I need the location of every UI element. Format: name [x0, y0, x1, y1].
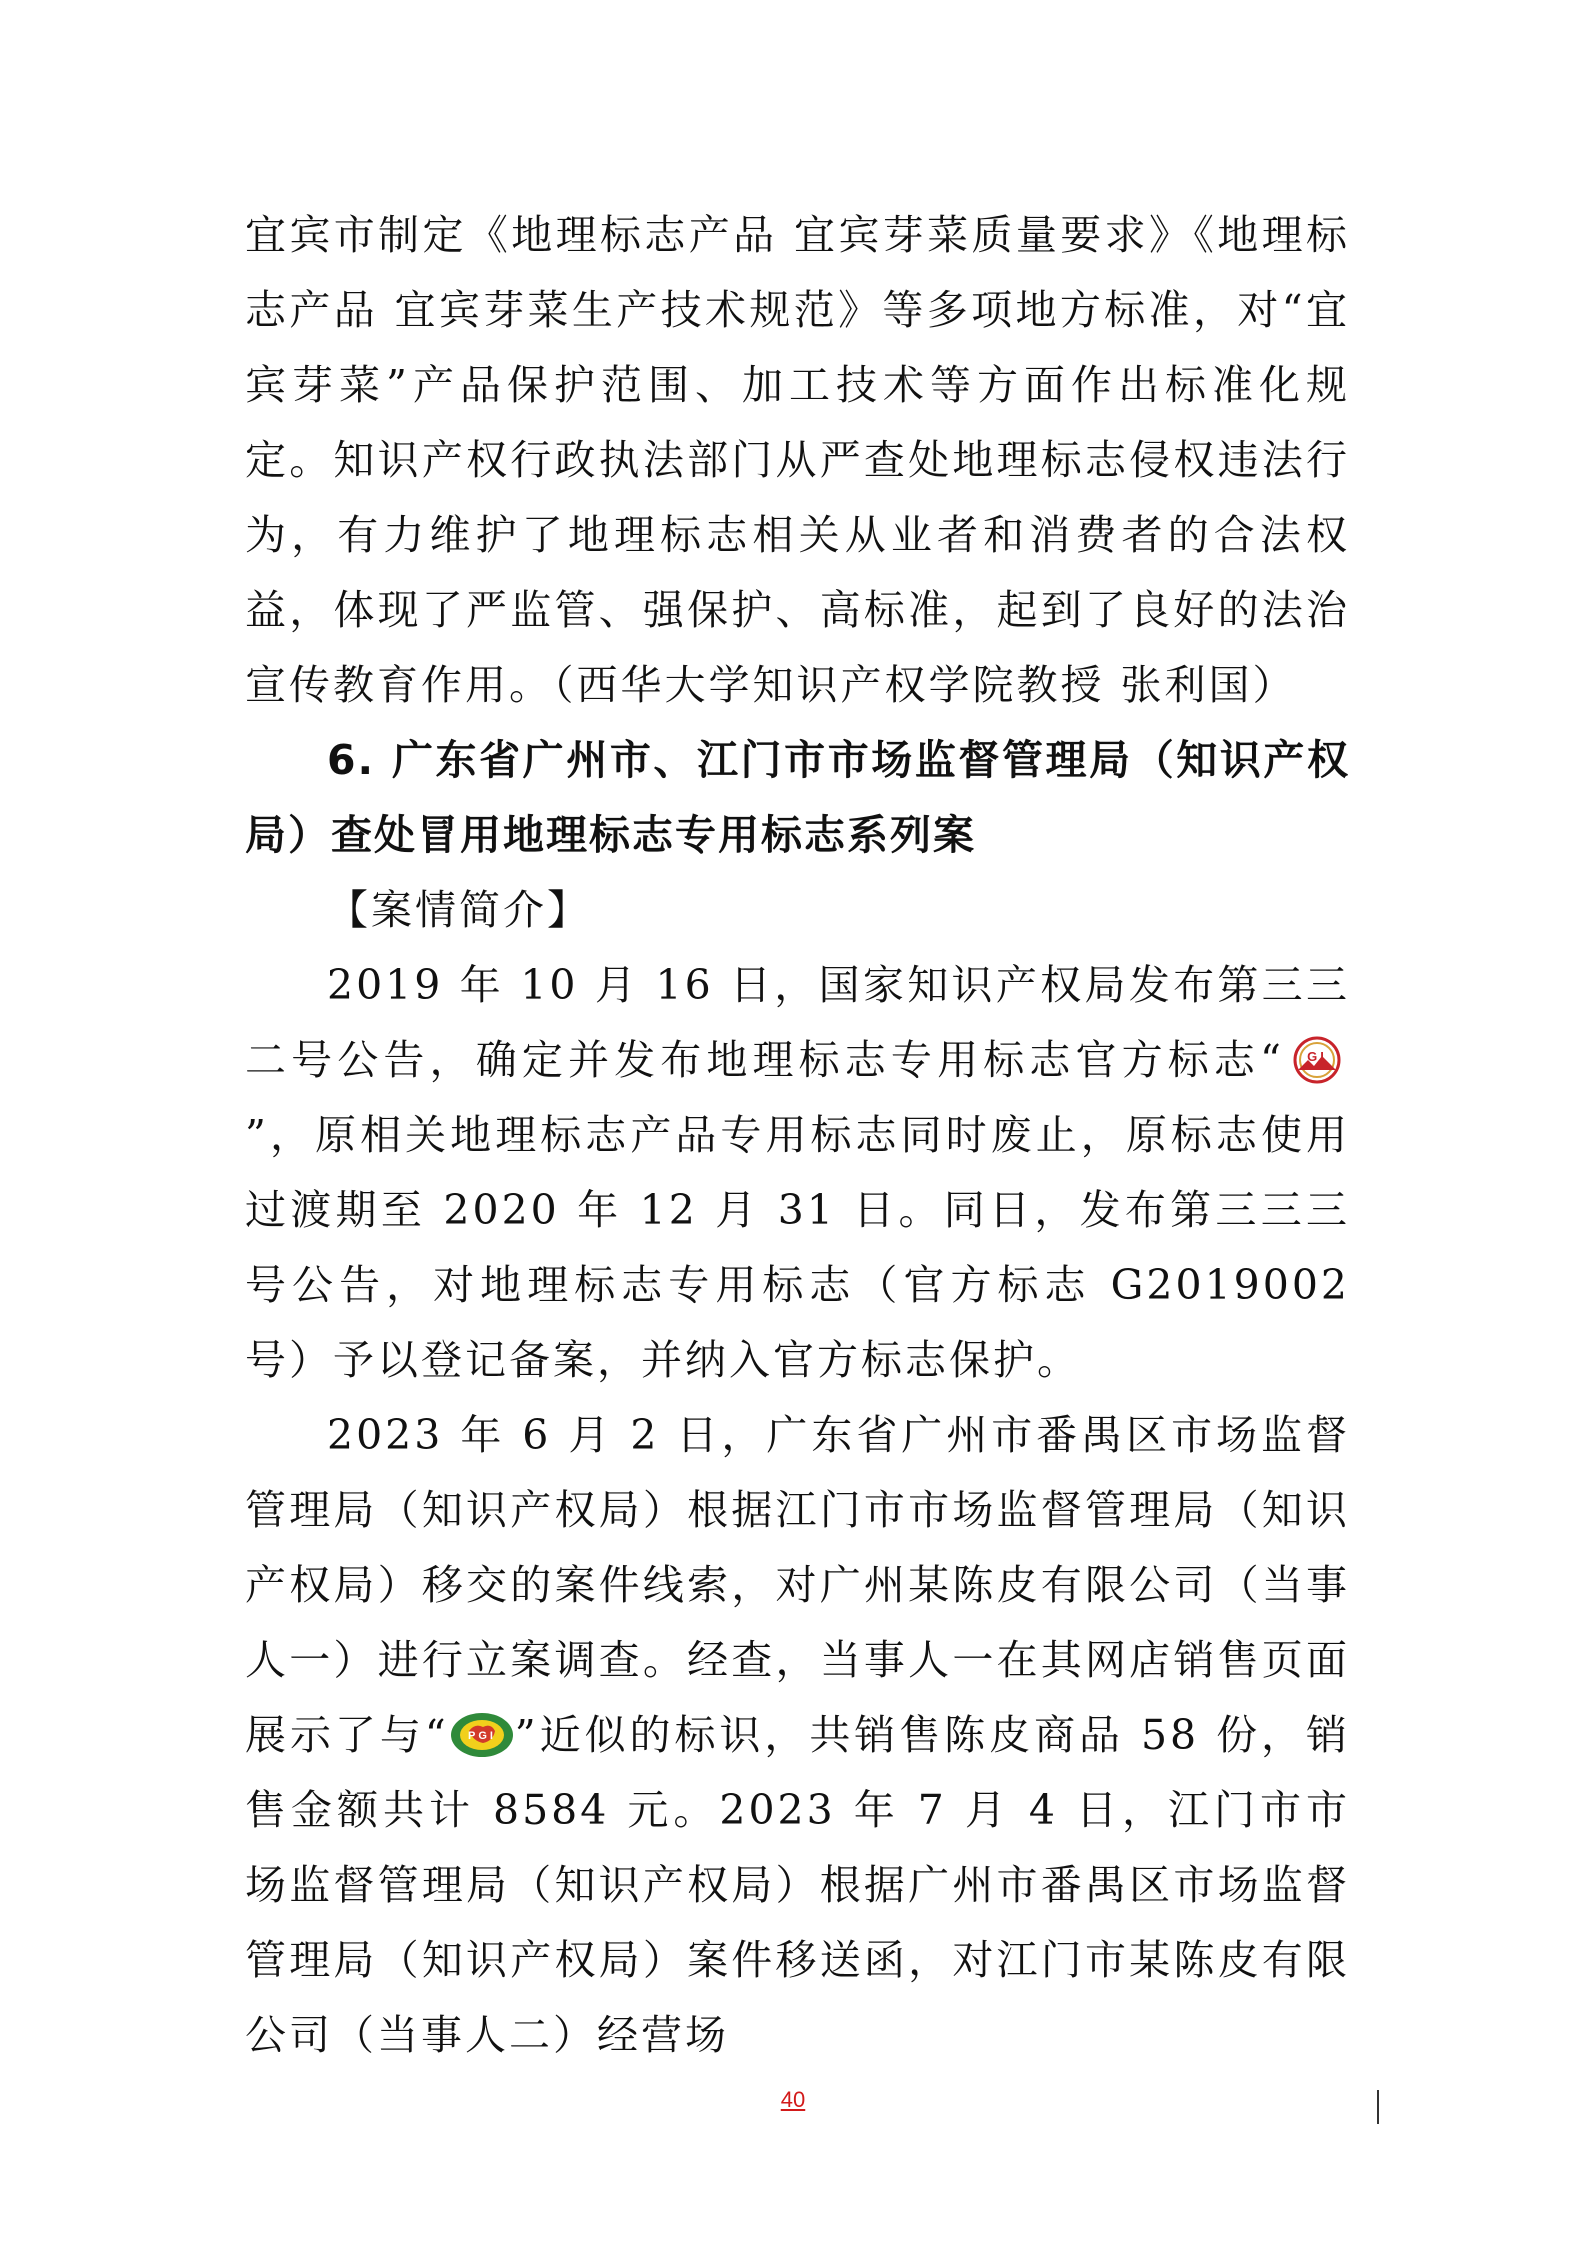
author-attribution: （西华大学知识产权学院教授 张利国）	[553, 661, 1297, 709]
pgi-logo-icon	[449, 1711, 515, 1759]
case-heading: 6. 广东省广州市、江门市市场监督管理局（知识产权局）查处冒用地理标志专用标志系列案	[245, 736, 1350, 859]
pgi-logo-text: PGI	[467, 1730, 496, 1742]
paragraph-announcement-text-a: 2019 年 10 月 16 日，国家知识产权局发布第三三二号公告，确定并发布地理标志专用标志官方标志“	[245, 961, 1350, 1084]
paragraph-investigation	[245, 1398, 1350, 2073]
paragraph-investigation-text-b: ”近似的标识，共销售陈皮商品 58 份，销售金额共计 8584 元。2023 年 7 月 4 日，江门市市场监督管理局（知识产权局）根据广州市番禺区市场监督管理局（知识产权局）案件移送函，对江门市某陈皮有限公司（当事人二）经营场	[245, 1711, 1350, 2059]
paragraph-investigation-text-a: 2023 年 6 月 2 日，广东省广州市番禺区市场监督管理局（知识产权局）根据江门市市场监督管理局（知识产权局）移交的案件线索，对广州某陈皮有限公司（当事人一）进行立案调查。经查，当事人一在其网店销售页面展示了与“	[245, 1411, 1350, 1759]
page-number: 40	[780, 2087, 806, 2112]
paragraph-standards-text: 宜宾市制定《地理标志产品 宜宾芽菜质量要求》《地理标志产品 宜宾芽菜生产技术规范》等多项地方标准，对“宜宾芽菜”产品保护范围、加工技术等方面作出标准化规定。知识产权行政执法部门从严查处地理标志侵权违法行为，有力维护了地理标志相关从业者和消费者的合法权益，体现了严监管、强保护、高标准，起到了良好的法治宣传教育作用。	[245, 211, 1350, 709]
footer-divider	[1377, 2090, 1379, 2124]
paragraph-announcement-text-b: ”，原相关地理标志产品专用标志同时废止，原标志使用过渡期至 2020 年 12 月 31 日。同日，发布第三三三号公告，对地理标志专用标志（官方标志 G2019002 号）予以登记备案，并纳入官方标志保护。	[245, 1111, 1350, 1384]
section-label-case-summary: 【案情简介】	[327, 886, 591, 934]
paragraph-standards	[245, 198, 1350, 723]
body-text	[245, 198, 1350, 2073]
gi-official-logo-icon	[1284, 1036, 1350, 1084]
gi-logo-text: GI	[1307, 1049, 1327, 1064]
paragraph-announcement	[245, 948, 1350, 1398]
